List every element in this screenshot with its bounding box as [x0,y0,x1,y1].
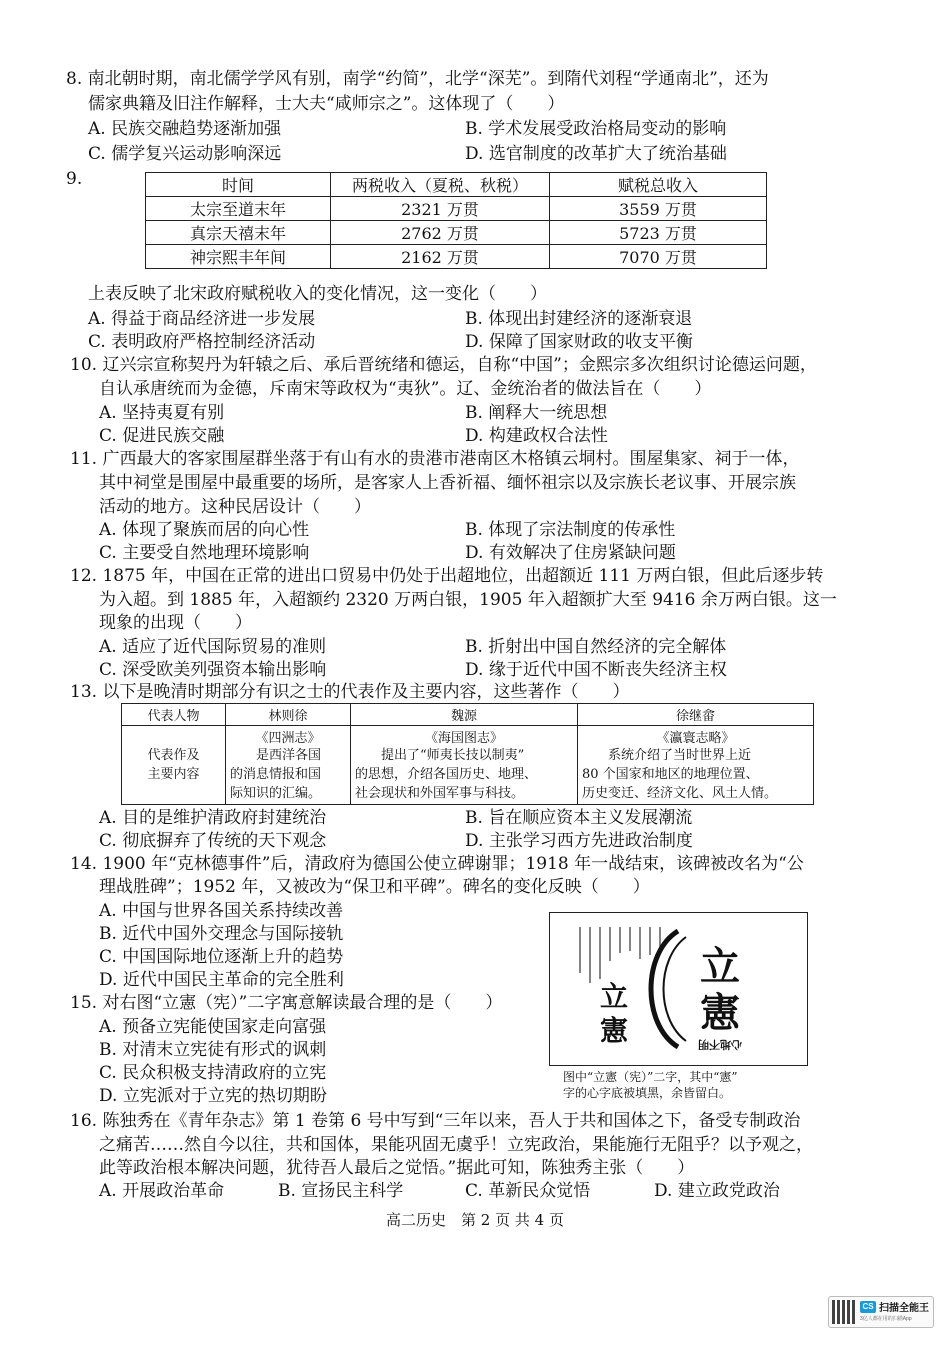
q12-stem-line-1: 12. 1875 年，中国在正常的进出口贸易中仍处于出超地位，出超额近 111 万两白银，但此后逐步转 [70,566,824,586]
work-title: 《四洲志》 [255,731,321,746]
q12-stem-line-3: 现象的出现（ ） [99,613,252,633]
table-cell [351,726,578,805]
table-cell: 2162 万贯 [331,245,550,269]
table-cell: 2762 万贯 [331,221,550,245]
q11-option-a: A. 体现了聚族而居的向心性 [99,520,310,540]
fig-big-char-2: 憲 [700,989,740,1036]
q16-stem-line-3: 此等政治根本解决问题，犹待吾人最后之觉悟。”据此可知，陈独秀主张（ ） [99,1158,695,1178]
figure-caption [563,1069,793,1101]
table-cell: 5723 万贯 [550,221,767,245]
q13-works-table [121,703,814,805]
q8-stem-line-2: 儒家典籍及旧注作解释，士大夫“咸师宗之”。这体现了（ ） [88,94,565,114]
table-cell: 7070 万贯 [550,245,767,269]
work-title: 《瀛寰志略》 [656,731,735,746]
q16-option-a: A. 开展政治革命 [99,1181,225,1201]
row-label-line: 主要内容 [147,767,200,782]
table-header-cell: 代表人物 [122,704,226,726]
table-row [146,245,767,269]
work-desc-line: 80 个国家和地区的地理位置、 [582,767,759,782]
table-header-cell: 林则徐 [226,704,351,726]
q11-option-d: D. 有效解决了住房紧缺问题 [465,543,676,563]
q9-number: 9. [66,169,83,189]
table-header-row [122,704,814,726]
q10-option-d: D. 构建政权合法性 [465,426,608,446]
work-desc-line: 的消息情报和国 [230,767,322,782]
table-header-cell: 时间 [146,173,331,197]
q15-stem: 15. 对右图“立憲（宪）”二字寓意解读最合理的是（ ） [70,993,503,1013]
q8-option-c: C. 儒学复兴运动影响深远 [88,144,282,164]
work-title: 《海国图志》 [424,731,503,746]
q9-stem: 上表反映了北宋政府赋税收入的变化情况，这一变化（ ） [88,284,547,304]
q9-tax-table [145,172,767,269]
q13-option-a: A. 目的是维护清政府封建统治 [99,808,327,828]
q15-option-b: B. 对清末立宪徒有形式的讽刺 [99,1040,327,1060]
q8-option-d: D. 选官制度的改革扩大了统治基础 [465,144,727,164]
q10-option-a: A. 坚持夷夏有别 [99,403,225,423]
q14-option-d: D. 近代中国民主革命的完全胜利 [99,970,344,990]
table-cell: 2321 万贯 [331,197,550,221]
q10-option-b: B. 阐释大一统思想 [465,403,608,423]
q8-stem-line-1: 8. 南北朝时期，南北儒学学风有别，南学“约简”，北学“深芜”。到隋代刘程“学通南北”，还为 [66,69,769,89]
fig-small-char-2: 憲 [600,1014,629,1047]
q9-option-a: A. 得益于商品经济进一步发展 [88,309,316,329]
scanner-watermark [828,1296,934,1328]
q12-option-a: A. 适应了近代国际贸易的准则 [99,637,327,657]
caption-line: 字的心字底被填黑，余皆留白。 [563,1086,732,1100]
work-desc-line: 际知识的汇编。 [230,786,322,801]
q16-stem-line-2: 之痛苦……然自今以往，共和国体，果能巩固无虞乎！立宪政治，果能施行无阻乎？以予观之， [99,1135,813,1155]
q14-stem-line-2: 理战胜碑”；1952 年，又被改为“保卫和平碑”。碑名的变化反映（ ） [99,877,650,897]
table-row [146,197,767,221]
table-cell: 神宗熙丰年间 [146,245,331,269]
q15-option-d: D. 立宪派对于立宪的热切期盼 [99,1086,327,1106]
work-desc-line: 的思想，介绍各国历史、地理、 [355,767,538,782]
q14-stem-line-1: 14. 1900 年“克林德事件”后，清政府为德国公使立碑谢罪；1918 年一战结束，该碑被改名为“公 [70,854,804,874]
q16-option-c: C. 革新民众觉悟 [465,1181,591,1201]
table-header-cell: 两税收入（夏税、秋税） [331,173,550,197]
page-footer: 高二历史 第 2 页 共 4 页 [386,1211,564,1229]
work-desc-line: 系统介绍了当时世界上近 [582,748,752,763]
q15-option-a: A. 预备立宪能使国家走向富强 [99,1017,327,1037]
table-cell: 真宗天禧末年 [146,221,331,245]
q11-stem-line-2: 其中祠堂是围屋中最重要的场所，是客家人上香祈福、缅怀祖宗以及宗族长老议事、开展宗族 [99,473,796,493]
table-row [122,726,814,805]
q14-option-b: B. 近代中国外交理念与国际接轨 [99,924,344,944]
q10-stem-line-2: 自认承唐统而为金德，斥南宋等政权为“夷狄”。辽、金统治者的做法旨在（ ） [99,379,712,399]
table-row-label [122,726,226,805]
work-desc-line: 历史变迁、经济文化、风土人情。 [582,786,778,801]
table-cell [226,726,351,805]
q13-option-d: D. 主张学习西方先进政治制度 [465,831,693,851]
lixian-cartoon-figure [549,912,808,1066]
cs-logo-icon: CS [860,1301,876,1313]
table-header-cell: 魏源 [351,704,578,726]
table-row [146,221,767,245]
q14-option-c: C. 中国国际地位逐渐上升的趋势 [99,947,344,967]
table-header-cell: 赋税总收入 [550,173,767,197]
q16-option-d: D. 建立政党政治 [654,1181,780,1201]
q13-option-c: C. 彻底摒弃了传统的天下观念 [99,831,327,851]
work-desc-line: 是西洋各国 [230,748,322,763]
q11-stem-line-3: 活动的地方。这种民居设计（ ） [99,497,371,517]
q9-option-d: D. 保障了国家财政的收支平衡 [465,332,693,352]
table-cell: 3559 万贯 [550,197,767,221]
q11-option-c: C. 主要受自然地理环境影响 [99,543,310,563]
q13-stem: 13. 以下是晚清时期部分有识之士的代表作及主要内容，这些著作（ ） [70,682,630,702]
qr-code-icon [832,1300,856,1324]
q12-stem-line-2: 为入超。到 1885 年，入超额约 2320 万两白银，1905 年入超额扩大至 9416 余万两白银。这一 [99,590,837,610]
crescent-inner-arc [664,937,687,1041]
table-header-cell: 徐继畲 [578,704,814,726]
fig-big-char-1: 立 [700,943,740,990]
q8-option-a: A. 民族交融趋势逐渐加强 [88,119,282,139]
scanner-app-name: 扫描全能王 [879,1303,929,1314]
fig-small-char-1: 立 [600,980,629,1013]
q16-stem-line-1: 16. 陈独秀在《青年杂志》第 1 卷第 6 号中写到“三年以来，吾人于共和国体之下，备受专制政治 [70,1111,801,1131]
fig-arc-text: 心地不明 [698,1038,742,1051]
cartoon-drawing [550,913,807,1065]
q13-option-b: B. 旨在顺应资本主义发展潮流 [465,808,693,828]
q15-option-c: C. 民众积极支持清政府的立宪 [99,1063,327,1083]
q10-option-c: C. 促进民族交融 [99,426,225,446]
table-cell: 太宗至道末年 [146,197,331,221]
q11-stem-line-1: 11. 广西最大的客家围屋群坐落于有山有水的贵港市港南区木格镇云垌村。围屋集家、祠于一体， [70,449,800,469]
q12-option-b: B. 折射出中国自然经济的完全解体 [465,637,727,657]
table-cell [578,726,814,805]
q12-option-c: C. 深受欧美列强资本输出影响 [99,660,327,680]
table-header-row [146,173,767,197]
caption-line: 图中“立憲（宪）”二字，其中“憲” [563,1070,738,1084]
q12-option-d: D. 缘于近代中国不断丧失经济主权 [465,660,727,680]
q9-option-c: C. 表明政府严格控制经济活动 [88,332,316,352]
q14-option-a: A. 中国与世界各国关系持续改善 [99,901,344,921]
q10-stem-line-1: 10. 辽兴宗宣称契丹为轩辕之后、承后晋统绪和德运，自称“中国”；金熙宗多次组织讨论德运问题， [70,355,817,375]
q9-option-b: B. 体现出封建经济的逐渐衰退 [465,309,693,329]
scanner-app-sub: 3亿人都在用的扫描App [860,1316,912,1322]
work-desc-line: 提出了“师夷长技以制夷” [355,748,525,763]
q16-option-b: B. 宣扬民主科学 [278,1181,404,1201]
row-label-line: 代表作及 [147,748,200,763]
q8-option-b: B. 学术发展受政治格局变动的影响 [465,119,727,139]
work-desc-line: 社会现状和外国军事与科技。 [355,786,525,801]
q11-option-b: B. 体现了宗法制度的传承性 [465,520,676,540]
